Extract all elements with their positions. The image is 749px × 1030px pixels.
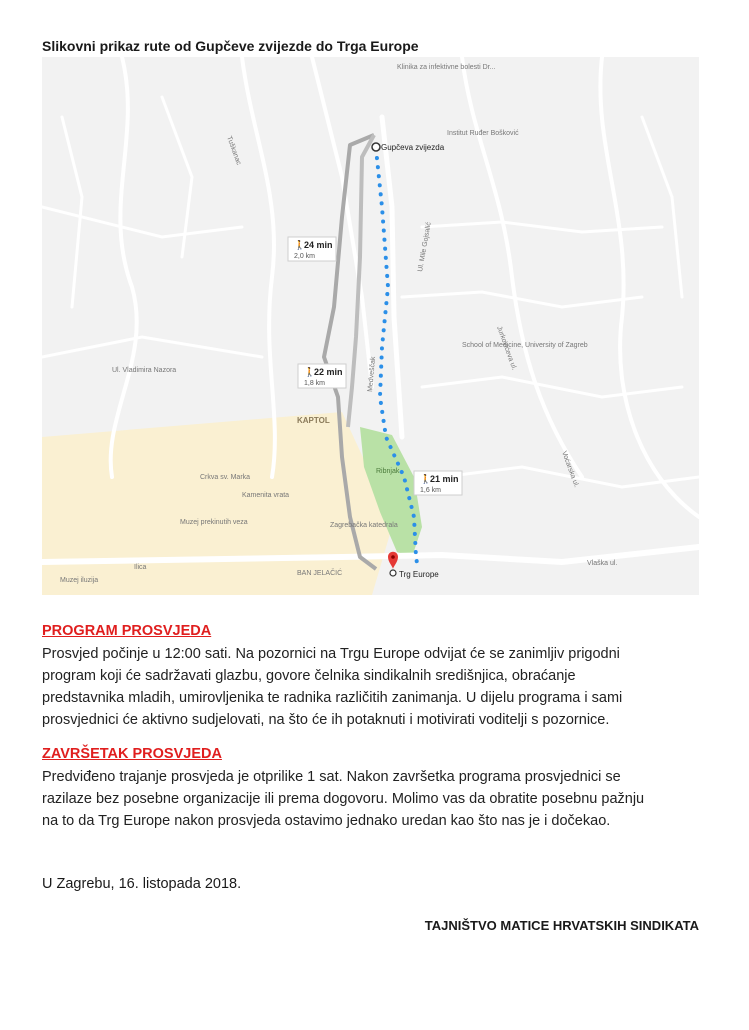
place-kaptol: KAPTOL: [297, 416, 330, 425]
route-1-time: 24 min: [304, 240, 333, 250]
place-kamenita: Kamenita vrata: [242, 492, 290, 499]
street-tuskanac: Tuškanac: [225, 135, 242, 166]
street-nazora: Ul. Vladimira Nazora: [112, 367, 177, 374]
place-school: School of Medicine, University of Zagreb: [462, 342, 588, 349]
end-heading: ZAVRŠETAK PROSVJEDA: [42, 746, 222, 762]
street-ilica: Ilica: [134, 564, 147, 571]
end-line: razilaze bez posebne organizacije ili prema dogovoru. Molimo vas da obratite posebnu pažnju: [42, 791, 645, 807]
svg-text:🚶: 🚶: [294, 240, 306, 250]
place-ribnjak: Ribnjak: [376, 468, 400, 475]
route-3-time: 21 min: [430, 474, 459, 484]
place-crkva: Crkva sv. Marka: [200, 474, 251, 481]
route-3-distance: 1,6 km: [420, 487, 442, 494]
place-klinika: Klinika za infektivne bolesti Dr...: [397, 64, 496, 71]
route-2-time: 22 min: [314, 367, 343, 377]
signature: TAJNIŠTVO MATICE HRVATSKIH SINDIKATA: [424, 918, 699, 933]
svg-text:🚶: 🚶: [304, 367, 316, 377]
route-map[interactable]: [42, 57, 699, 595]
start-marker-icon: [372, 143, 380, 151]
route-box-1[interactable]: [288, 237, 336, 261]
end-text: [42, 766, 702, 832]
program-line: prosvjednici će aktivno sudjelovati, na što će ih potaknuti i motivirati voditelji s pozornice.: [42, 712, 610, 728]
route-1-distance: 2,0 km: [294, 253, 316, 260]
street-vlaska: Vlaška ul.: [587, 560, 618, 567]
street-vocarska: Voćarska ul.: [560, 450, 580, 489]
end-label: Trg Europe: [399, 570, 439, 579]
program-line: Prosvjed počinje u 12:00 sati. Na pozornici na Trgu Europe odvijat će se zanimljiv prigodni: [42, 646, 620, 662]
place-ban: BAN JELAČIĆ: [297, 570, 343, 577]
date-line: U Zagrebu, 16. listopada 2018.: [42, 876, 242, 892]
program-line: program koji će sadržavati glazbu, govore čelnika sindikalnih središnjica, obraćanje: [42, 668, 576, 684]
place-muzej-iluzija: Muzej iluzija: [60, 577, 99, 584]
map-canvas: [42, 57, 699, 595]
program-text: [42, 643, 702, 731]
route-box-2[interactable]: [298, 364, 346, 388]
street-gojsalic: Ul. Mile Gojsalić: [417, 221, 433, 273]
place-institut: Institut Ruđer Bošković: [447, 130, 519, 137]
end-line: Predviđeno trajanje prosvjeda je otprilike 1 sat. Nakon završetka programa prosvjednici se: [42, 769, 621, 785]
route-box-3[interactable]: [414, 471, 462, 495]
place-muzej-prekinutih: Muzej prekinutih veza: [180, 519, 248, 526]
route-2-distance: 1,8 km: [304, 380, 326, 387]
page-title: Slikovni prikaz rute od Gupčeve zvijezde do Trga Europe: [42, 38, 419, 54]
program-heading: PROGRAM PROSVJEDA: [42, 623, 212, 639]
program-line: predstavnika mladih, umirovljenika te radnika različitih zanimanja. U dijelu programa i sami: [42, 690, 623, 706]
end-pin-icon: [388, 552, 398, 576]
street-medvescak: Medveščak: [367, 356, 378, 393]
street-jurkoviceva: Jurkovićeva ul.: [495, 325, 518, 372]
svg-text:🚶: 🚶: [420, 474, 432, 484]
end-line: na to da Trg Europe nakon prosvjeda ostavimo jednako uredan kao što nas je i dočekao.: [42, 813, 611, 829]
start-label: Gupčeva zvijezda: [381, 143, 445, 152]
place-katedrala: Zagrebačka katedrala: [330, 522, 398, 529]
